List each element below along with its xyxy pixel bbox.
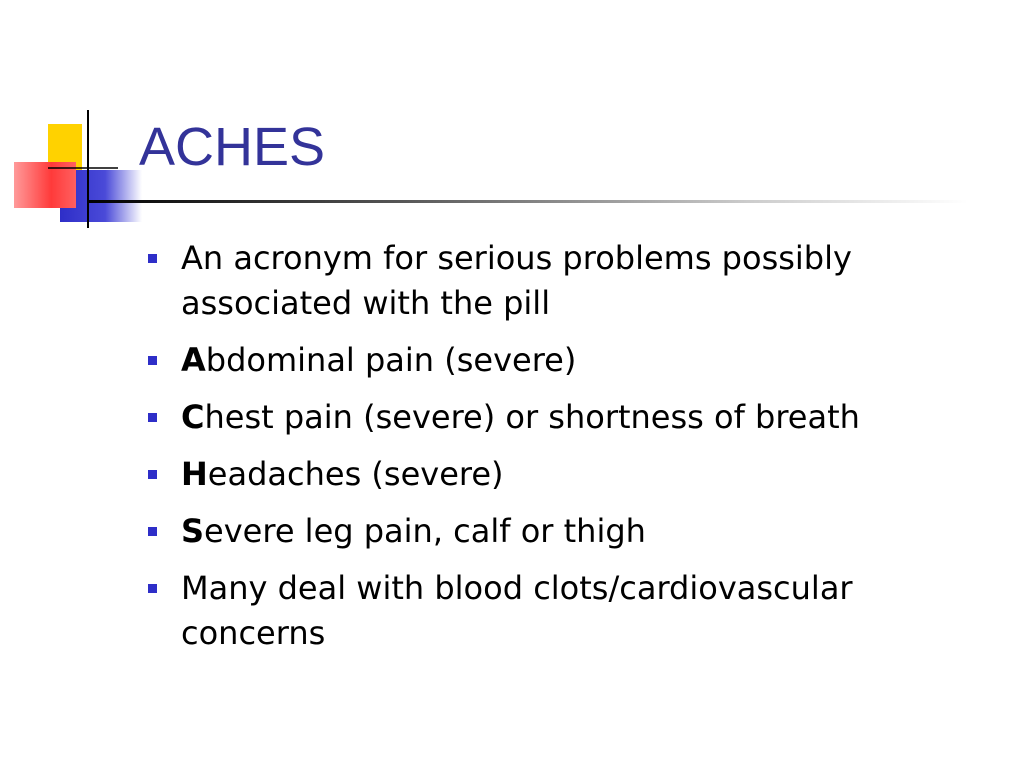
list-item-text: An acronym for serious problems possibly associated with the pill: [181, 239, 852, 322]
list-item-text: evere leg pain, calf or thigh: [204, 512, 646, 550]
bullet-list: [148, 236, 968, 668]
list-item: [148, 395, 968, 440]
list-item-lead-letter: C: [181, 398, 205, 436]
list-item-text: hest pain (severe) or shortness of breath: [204, 398, 860, 436]
list-item: [148, 338, 968, 383]
list-item: [148, 452, 968, 497]
list-item: [148, 236, 968, 326]
logo-red-square: [14, 162, 76, 208]
square-bullet-icon: [148, 356, 157, 365]
list-item: [148, 566, 968, 656]
square-bullet-icon: [148, 470, 157, 479]
slide-title: ACHES: [139, 117, 326, 177]
list-item-lead-letter: H: [181, 455, 208, 493]
list-item-lead-letter: S: [181, 512, 205, 550]
list-item-text: Many deal with blood clots/cardiovascular concerns: [181, 569, 853, 652]
square-bullet-icon: [148, 584, 157, 593]
list-item-text: eadaches (severe): [207, 455, 504, 493]
square-bullet-icon: [148, 254, 157, 263]
list-item: [148, 509, 968, 554]
list-item-text: bdominal pain (severe): [205, 341, 577, 379]
decorative-squares-logo: [0, 0, 160, 240]
square-bullet-icon: [148, 527, 157, 536]
list-item-lead-letter: A: [181, 341, 206, 379]
square-bullet-icon: [148, 413, 157, 422]
title-divider: [88, 200, 968, 203]
